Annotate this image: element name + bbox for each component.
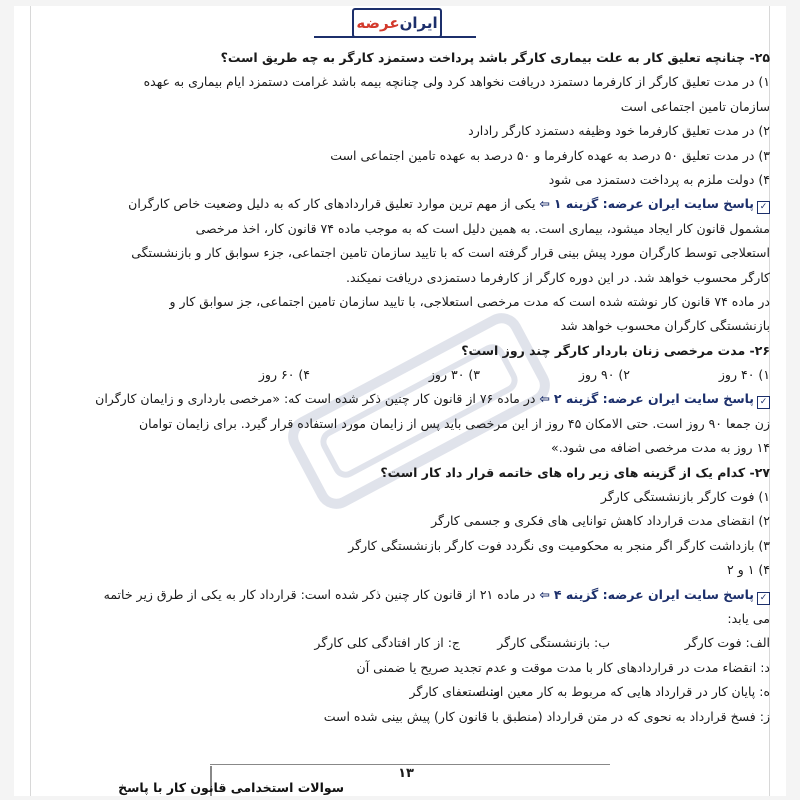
- page-border-left: [30, 6, 31, 796]
- arrow-left-icon: ⇦: [539, 196, 550, 212]
- q27-answer-text-1: در ماده ۲۱ از قانون کار چنین ذکر شده است: قرارداد کار به یکی از طرق زیر خاتمه: [103, 586, 536, 602]
- checkbox-icon: ✓: [757, 396, 770, 409]
- q25-option-1-line-2: سازمان تامین اجتماعی است: [620, 98, 770, 114]
- q27-option-3: ۳) بازداشت کارگر اگر منجر به محکومیت وی نگردد فوت کارگر بازنشستگی کارگر: [348, 537, 770, 553]
- q27-def-a: الف: فوت کارگر: [684, 635, 770, 651]
- footer-rule: [210, 764, 610, 765]
- checkbox-icon: ✓: [757, 201, 770, 214]
- q25-answer-line-2: مشمول قانون کار ایجاد میشود، بیماری است. به همین دلیل است که به موجب ماده ۷۴ قانون کار، اخذ مرخصی: [195, 220, 770, 236]
- q25-answer-label: پاسخ سایت ایران عرضه: گزینه ۱: [553, 196, 754, 212]
- q26-answer-line-3: ۱۴ روز به مدت مرخصی اضافه می شود.»: [551, 440, 770, 456]
- q26-answer-line-2: زن جمعا ۹۰ روز است. حتی الامکان ۴۵ روز از این مرخصی باید پس از زایمان مورد استفاده قرار گیرد. برای زایمان توامان: [138, 415, 770, 431]
- q25-answer-line-4: کارگر محسوب خواهد شد. در این دوره کارگر از کارفرما دستمزدی دریافت نمیکند.: [346, 269, 770, 285]
- q27-def-z: ز: فسخ قرارداد به نحوی که در متن قرارداد (منطبق با قانون کار) پیش بینی شده است: [323, 708, 770, 724]
- q26-option-2: ۲) ۹۰ روز: [578, 367, 630, 383]
- q25-answer-text-1: یکی از مهم ترین موارد تعلیق قراردادهای کار که به دلیل وضعیت خاص کارگران: [128, 196, 536, 212]
- q27-answer-label: پاسخ سایت ایران عرضه: گزینه ۴: [553, 586, 754, 602]
- q26-options: [44, 363, 770, 387]
- q25-option-2: ۲) در مدت تعلیق کارفرما خود وظیفه دستمزد کارگر رادارد: [468, 123, 770, 139]
- q27-option-4: ۴) ۱ و ۲: [727, 562, 770, 578]
- q25-option-1-line-1: ۱) در مدت تعلیق کارگر از کارفرما دستمزد دریافت نخواهد کرد ولی چنانچه بیمه باشد غرامت دستمزد ایام بیماری به عهده: [143, 74, 770, 90]
- arrow-left-icon: ⇦: [539, 586, 550, 602]
- q27-answer-line-2: می یابد:: [727, 610, 770, 626]
- q26-answer-text-1: در ماده ۷۶ از قانون کار چنین ذکر شده است که: «مرخصی بارداری و زایمان کارگران: [95, 391, 536, 407]
- q26-option-1: ۱) ۴۰ روز: [718, 367, 770, 383]
- arrow-left-icon: ⇦: [539, 391, 550, 407]
- q25-answer-line-5: در ماده ۷۴ قانون کار نوشته شده است که مدت مرخصی استعلاجی، با تایید سازمان تامین اجتماعی، جز سوابق کار و: [169, 293, 770, 309]
- document-body: [44, 46, 770, 729]
- page: [14, 6, 786, 796]
- checkbox-icon: ✓: [757, 592, 770, 605]
- q26-option-3: ۳) ۳۰ روز: [428, 367, 480, 383]
- q25-answer-line-6: بازنشستگی کارگران محسوب خواهد شد: [560, 318, 770, 334]
- q27-option-1: ۱) فوت کارگر بازنشستگی کارگر: [600, 489, 770, 505]
- header-rule: [314, 36, 476, 38]
- q26-answer-label: پاسخ سایت ایران عرضه: گزینه ۲: [553, 391, 754, 407]
- question-25: ۲۵- چنانچه تعلیق کار به علت بیماری کارگر باشد پرداخت دستمزد کارگر به چه طریق است؟: [220, 50, 770, 65]
- question-26: ۲۶- مدت مرخصی زنان باردار کارگر چند روز است؟: [461, 342, 770, 358]
- brand-logo: [352, 8, 442, 38]
- q27-option-2: ۲) انقضای مدت قرارداد کاهش توانایی های فکری و جسمی کارگر: [431, 513, 770, 529]
- logo-text-b: عرضه: [356, 14, 400, 32]
- q25-answer-line-1: [44, 192, 770, 216]
- q25-option-4: ۴) دولت ملزم به پرداخت دستمزد می شود: [548, 171, 770, 187]
- q27-def-d: د: انقضاء مدت در قراردادهای کار با مدت موقت و عدم تجدید صریح یا ضمنی آن: [356, 659, 770, 675]
- q26-option-4: ۴) ۶۰ روز: [258, 367, 310, 383]
- logo-text-a: ایران: [399, 14, 438, 32]
- q27-def-v: و: استعفای کارگر: [409, 684, 500, 700]
- q27-def-c: ج: از کار افتادگی کلی کارگر: [314, 635, 460, 651]
- q27-answer-line-1: [44, 583, 770, 607]
- q25-answer-line-3: استعلاجی توسط کارگران مورد پیش بینی قرار گرفته است که با تایید سازمان تامین اجتماعی، جزء سوابق کار و بازنشستگی: [131, 245, 770, 261]
- q27-def-b: ب: بازنشستگی کارگر: [497, 635, 610, 651]
- q27-definitions-row-1: [44, 631, 770, 655]
- q25-option-3: ۳) در مدت تعلیق ۵۰ درصد به عهده کارفرما و ۵۰ درصد به عهده تامین اجتماعی است: [330, 147, 770, 163]
- question-27: ۲۷- کدام یک از گزینه های زیر راه های خاتمه قرار داد کار است؟: [380, 464, 770, 480]
- q27-def-h: ه: پایان کار در قرارداد هایی که مربوط به کار معین است: [477, 684, 770, 700]
- q26-answer-line-1: [44, 387, 770, 411]
- footer-title: سوالات استخدامی قانون کار با پاسخ: [118, 780, 344, 795]
- page-number: ۱۳: [398, 766, 414, 781]
- q27-definitions-row-3: [44, 680, 770, 704]
